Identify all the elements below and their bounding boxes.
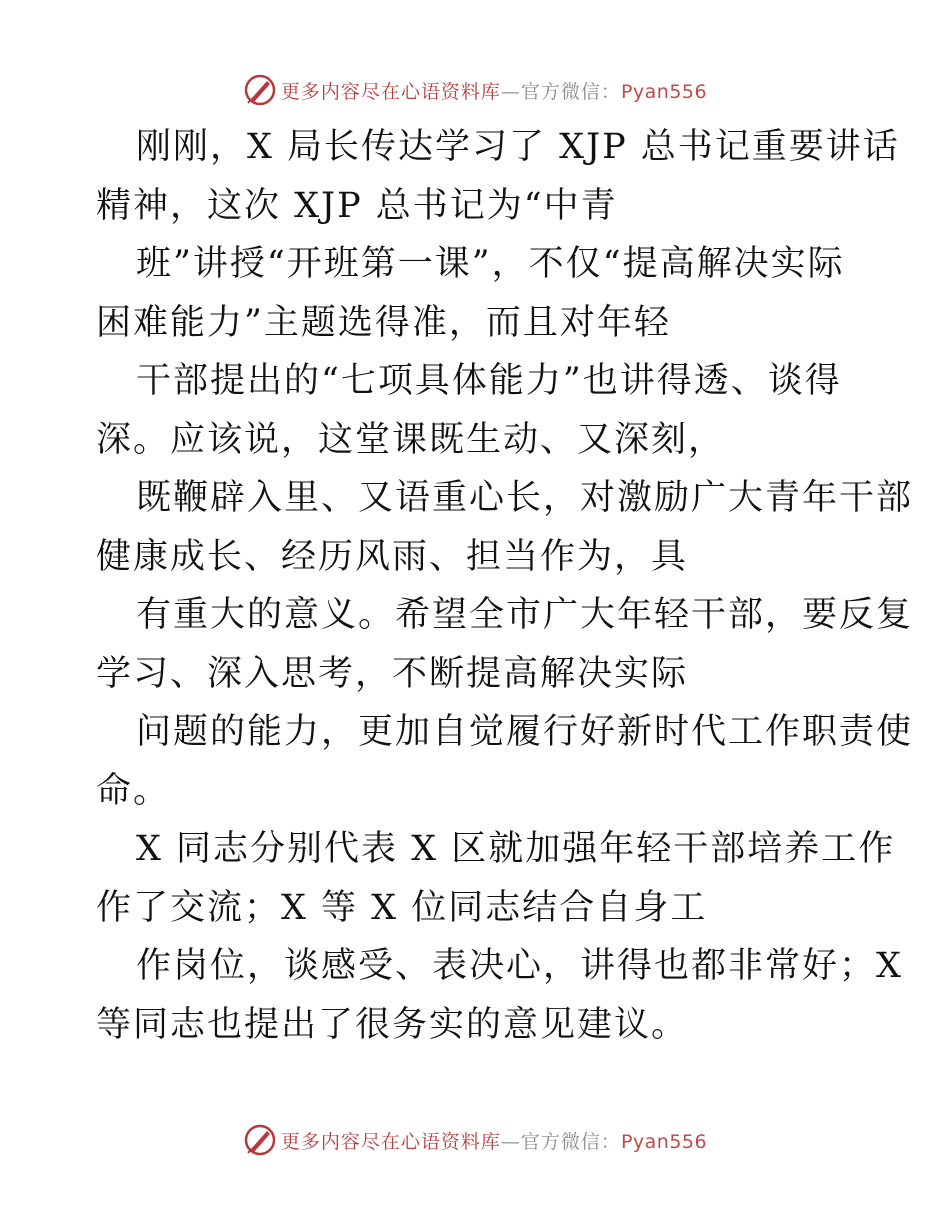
paragraph-4-line-1: 既鞭辟入里、又语重心长，对激励广大青年干部 [136, 478, 914, 518]
watermark-text [281, 1127, 707, 1154]
watermark-wechat-label: 官方微信： [520, 1130, 621, 1153]
paragraph-5-line-2: 学习、深入思考，不断提高解决实际 [96, 653, 689, 694]
logo-icon [243, 73, 277, 107]
watermark-separator: — [500, 80, 521, 103]
paragraph-1-line-1: 刚刚，X 局长传达学习了 XJP 总书记重要讲话 [136, 127, 900, 167]
paragraph-5-line-1: 有重大的意义。希望全市广大年轻干部，要反复 [136, 595, 914, 635]
paragraph-8-line-2: 等同志也提出了很务实的意见建议。 [96, 1004, 689, 1045]
paragraph-3-line-1: 干部提出的“七项具体能力”也讲得透、谈得 [136, 361, 842, 401]
document-body [96, 118, 914, 1054]
watermark-wechat-id: Pyan556 [620, 80, 708, 103]
paragraph-7-line-1: X 同志分别代表 X 区就加强年轻干部培养工作 [136, 829, 896, 869]
paragraph-4-line-2: 健康成长、经历风雨、担当作为，具 [96, 536, 689, 577]
logo-icon [243, 1123, 277, 1157]
paragraph-1-line-2: 精神，这次 XJP 总书记为“中青 [96, 185, 618, 226]
paragraph-6-line-2: 命。 [96, 770, 171, 811]
watermark-site: 更多内容尽在心语资料库 [280, 80, 501, 103]
watermark-text [281, 77, 707, 104]
paragraph-6-line-1: 问题的能力，更加自觉履行好新时代工作职责使 [136, 712, 914, 752]
footer-watermark [0, 1120, 950, 1160]
watermark-separator: — [500, 1130, 521, 1153]
paragraph-3-line-2: 深。应该说，这堂课既生动、又深刻， [96, 419, 726, 460]
paragraph-7-line-2: 作了交流；X 等 X 位同志结合自身工 [96, 887, 708, 928]
watermark-wechat-id: Pyan556 [620, 1130, 708, 1153]
paragraph-2-line-1: 班”讲授“开班第一课”，不仅“提高解决实际 [136, 244, 845, 284]
header-watermark [0, 70, 950, 110]
watermark-site: 更多内容尽在心语资料库 [280, 1130, 501, 1153]
paragraph-8-line-1: 作岗位，谈感受、表决心，讲得也都非常好；X [136, 946, 903, 986]
paragraph-2-line-2: 困难能力”主题选得准，而且对年轻 [96, 302, 671, 343]
watermark-wechat-label: 官方微信： [520, 80, 621, 103]
